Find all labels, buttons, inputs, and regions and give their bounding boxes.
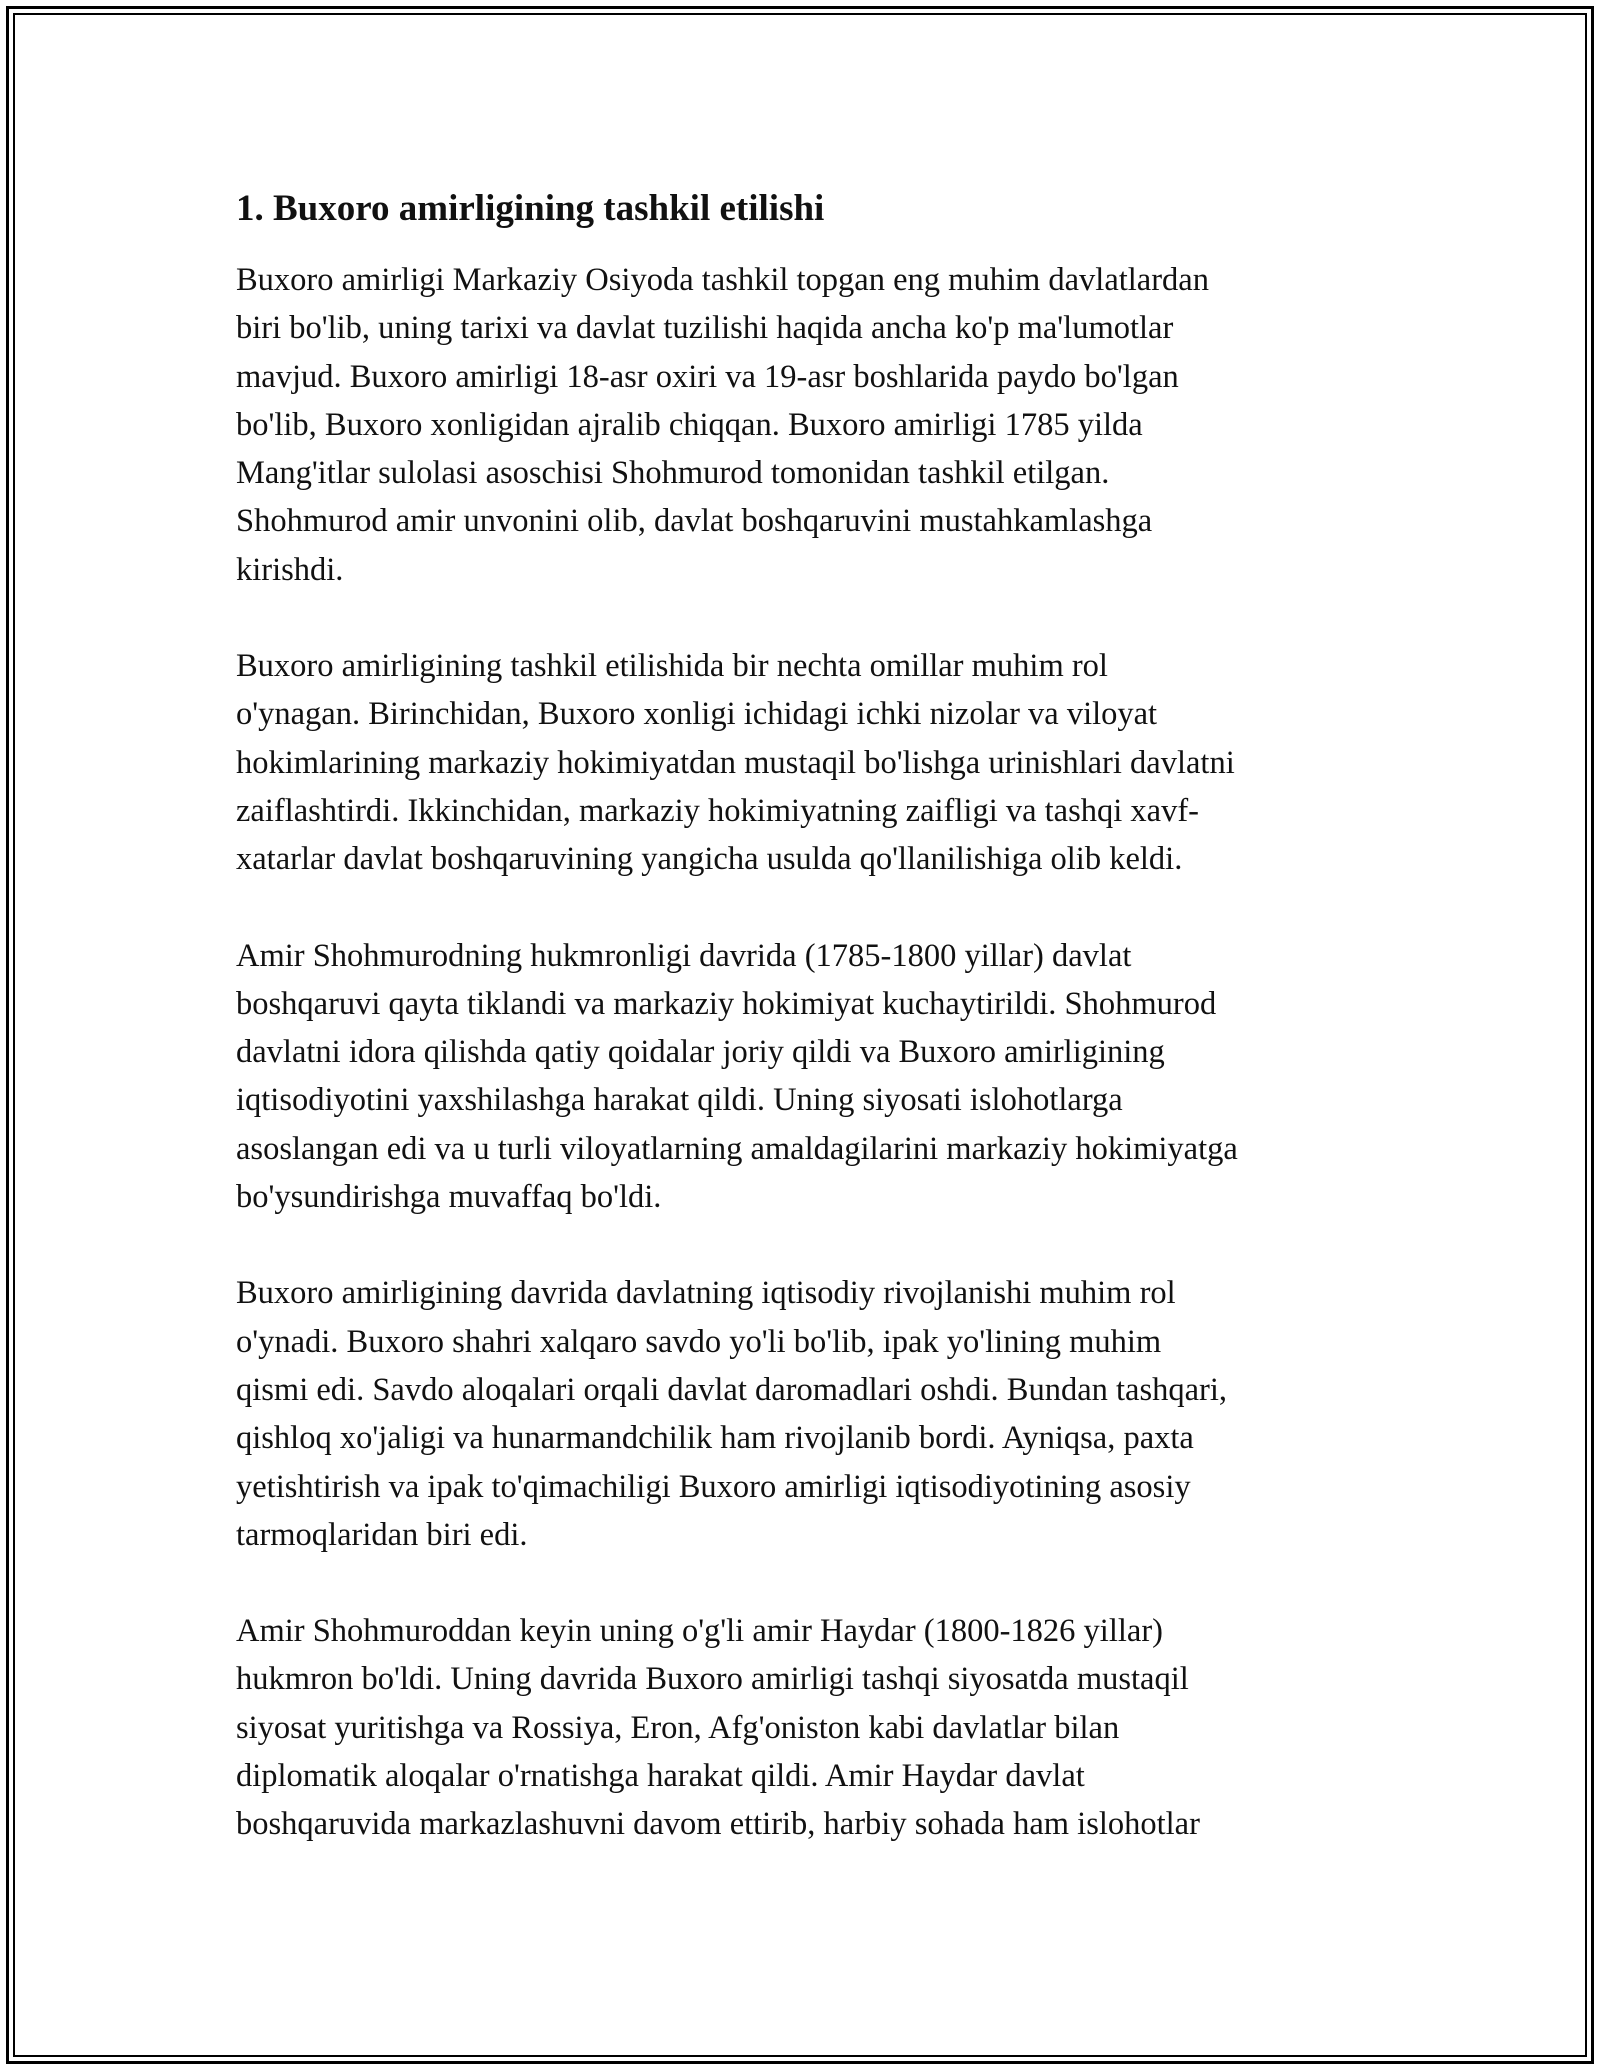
paragraph-line: boshqaruvida markazlashuvni davom ettirib, harbiy sohada ham islohotlar [236, 1806, 1200, 1843]
paragraph-line: o'ynagan. Birinchidan, Buxoro xonligi ichidagi ichki nizolar va viloyat [236, 696, 1158, 733]
document-body [236, 186, 1386, 1897]
paragraph-line: Shohmurod amir unvonini olib, davlat boshqaruvini mustahkamlashga [236, 503, 1153, 540]
section-heading: 1. Buxoro amirligining tashkil etilishi [236, 188, 825, 229]
paragraph-line: tarmoqlaridan biri edi. [236, 1516, 528, 1553]
paragraph [236, 1607, 1386, 1848]
paragraph [236, 256, 1386, 594]
paragraph-line: biri bo'lib, uning tarixi va davlat tuzilishi haqida ancha ko'p ma'lumotlar [236, 310, 1174, 347]
paragraph-line: Buxoro amirligining davrida davlatning iqtisodiy rivojlanishi muhim rol [236, 1275, 1176, 1312]
paragraph-line: qishloq xo'jaligi va hunarmandchilik ham rivojlanib bordi. Ayniqsa, paxta [236, 1420, 1194, 1457]
paragraph-line: hokimlarining markaziy hokimiyatdan mustaqil bo'lishga urinishlari davlatni [236, 744, 1235, 781]
paragraph-line: asoslangan edi va u turli viloyatlarning amaldagilarini markaziy hokimiyatga [236, 1130, 1238, 1167]
paragraph-line: diplomatik aloqalar o'rnatishga harakat qildi. Amir Haydar davlat [236, 1758, 1085, 1795]
paragraph-line: mavjud. Buxoro amirligi 18-asr oxiri va 19-asr boshlarida paydo bo'lgan [236, 358, 1179, 395]
paragraph-line: xatarlar davlat boshqaruvining yangicha usulda qo'llanilishiga olib keldi. [236, 841, 1183, 878]
paragraph-line: Buxoro amirligi Markaziy Osiyoda tashkil topgan eng muhim davlatlardan [236, 262, 1209, 298]
paragraph-line: zaiflashtirdi. Ikkinchidan, markaziy hokimiyatning zaifligi va tashqi xavf- [236, 792, 1199, 829]
paragraph-line: bo'lib, Buxoro xonligidan ajralib chiqqan. Buxoro amirligi 1785 yilda [236, 406, 1143, 443]
paragraph-line: Mang'itlar sulolasi asoschisi Shohmurod tomonidan tashkil etilgan. [236, 455, 1110, 492]
paragraph-line: hukmron bo'ldi. Uning davrida Buxoro amirligi tashqi siyosatda mustaqil [236, 1661, 1189, 1698]
paragraph-line: iqtisodiyotini yaxshilashga harakat qildi. Uning siyosati islohotlarga [236, 1082, 1123, 1119]
paragraph-line: Amir Shohmurodning hukmronligi davrida (1785-1800 yillar) davlat [236, 937, 1132, 974]
paragraph-line: Buxoro amirligining tashkil etilishida bir nechta omillar muhim rol [236, 648, 1108, 685]
paragraph-line: siyosat yuritishga va Rossiya, Eron, Afg'oniston kabi davlatlar bilan [236, 1709, 1120, 1746]
paragraph [236, 1269, 1386, 1559]
paragraph-line: Amir Shohmuroddan keyin uning o'g'li amir Haydar (1800-1826 yillar) [236, 1613, 1163, 1650]
paragraph-line: bo'ysundirishga muvaffaq bo'ldi. [236, 1179, 662, 1216]
paragraph-line: qismi edi. Savdo aloqalari orqali davlat daromadlari oshdi. Bundan tashqari, [236, 1371, 1228, 1408]
paragraph-line: yetishtirish va ipak to'qimachiligi Buxoro amirligi iqtisodiyotining asosiy [236, 1468, 1191, 1505]
paragraph-line: o'ynadi. Buxoro shahri xalqaro savdo yo'li bo'lib, ipak yo'lining muhim [236, 1323, 1162, 1360]
paragraph [236, 932, 1386, 1222]
paragraph-line: boshqaruvi qayta tiklandi va markaziy hokimiyat kuchaytirildi. Shohmurod [236, 985, 1217, 1022]
paragraph-list [236, 256, 1386, 1849]
paragraph [236, 642, 1386, 883]
paragraph-line: davlatni idora qilishda qatiy qoidalar joriy qildi va Buxoro amirligining [236, 1034, 1165, 1071]
paragraph-line: kirishdi. [236, 551, 344, 588]
